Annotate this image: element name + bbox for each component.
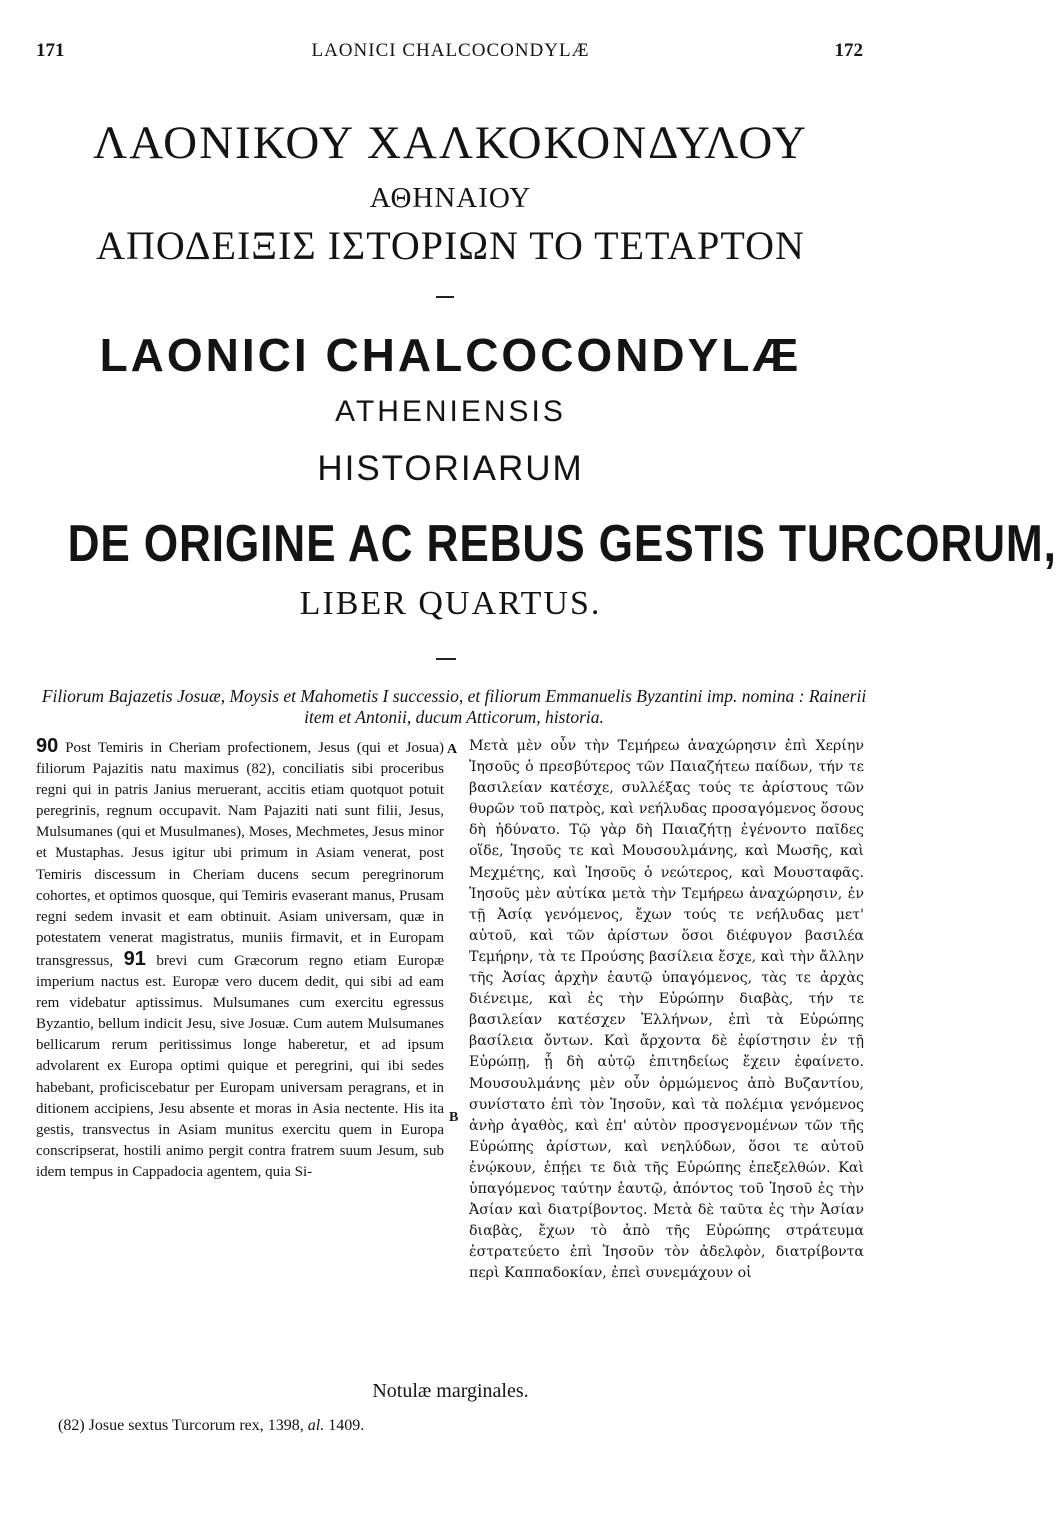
greek-title-author: ΛΑΟΝΙΚΟΥ ΧΑΛΚΟΚΟΝΔΥΛΟΥ [93, 117, 808, 169]
latin-title-historiarum: HISTORIARUM [317, 449, 584, 488]
section-number-91: 91 [123, 947, 146, 970]
notes-heading: Notulæ marginales. [372, 1380, 529, 1402]
footnote-alt-year: 1409. [328, 1417, 365, 1434]
latin-column [36, 736, 444, 1358]
latin-title-origin: ATHENIENSIS [335, 395, 566, 428]
page-number-right: 172 [834, 40, 863, 61]
greek-text: Μετὰ μὲν οὖν τὴν Τεμήρεω ἀναχώρησιν ἐπὶ Χερίην Ἰησοῦς ὁ πρεσβύτερος τῶν Παιαζήτεω παίδων, τήν τε βασιλείαν κατέσχε, συλλέξας τούς τε ἀρίστους τῶν θυρῶν τοῦ πατρὸς, καὶ νεήλυδας προσαγόμενος ὅσους δὴ ἠδύνατο. Τῷ γὰρ δὴ Παιαζήτῃ ἐγένοντο παῖδες οἵδε, Ἰησοῦς τε καὶ Μουσουλμάνης, καὶ Μωσῆς, καὶ Μεχμέτης, καὶ Ἰησοῦς ὁ νεώτερος, καὶ Μουσταφᾶς. Ἰησοῦς μὲν αὐτίκα μετὰ τὴν Τεμήρεω ἀναχώρησιν, ἐν τῇ Ἀσίᾳ γενόμενος, ἔχων τούς τε νεήλυδας μετ' αὐτοῦ, καὶ τῶν ἀρίστων ὅσοι διέφυγον βασιλέα Τεμήρην, τὰ τε Προύσης βασίλεια ἔσχε, καὶ τὴν ἄλλην τῆς Ἀσίας ἀρχὴν ἑαυτῷ ὑπαγόμενος, τὰς τε ἀρχὰς διένειμε, καὶ ἐς τὴν Εὐρώπην διαβὰς, τήν τε βασιλείαν κατέσχεν Ἑλλήνων, ἐπὶ τὰ Εὐρώπης βασίλεια ὄντων. Καὶ ἄρχοντα δὲ ἐφίστησιν ἐν τῇ Εὐρώπῃ, ᾗ δὴ αὐτῷ ἐπιτηδείως ἔχειν ἐφαίνετο. Μουσουλμάνης μὲν οὖν ὁρμώμενος ἀπὸ Βυζαντίου, συνίστατο ἐπὶ τὸν Ἰησοῦν, καὶ τὰ πολέμια γενόμενος ἀνὴρ ἀγαθὸς, καὶ ἐπ' αὐτὸν προσγενομένων τῶν τῆς Εὐρώπης ἀρίστων, καὶ νεηλύδων, ὅσοι τε αὐτοῦ ἐνῴκουν, ἐπῄει τε διὰ τῆς Εὐρώπης ἐπεξελθών. Καὶ ὑπαγόμενος ταύτην ἑαυτῷ, ἀπόντος τοῦ Ἰησοῦ ἐς τὴν Ἀσίαν καὶ διατρίβοντος. Μετὰ δὲ ταῦτα ἐς τὴν Ἀσίαν διαβὰς, ἔχων τὸ ἀπὸ τῆς Εὐρώπης στράτευμα ἐστρατεύετο ἐπὶ Ἰησοῦν τὸν ἀδελφὸν, διατρίβοντα περὶ Καππαδοκίαν, ἐπεὶ συνεμάχουν οἱ [469, 738, 864, 1282]
section-divider [436, 658, 456, 660]
title-divider [436, 296, 454, 298]
footnote-82 [58, 1417, 364, 1435]
greek-title-book: ΑΠΟΔΕΙΞΙΣ ΙΣΤΟΡΙΩΝ ΤΟ ΤΕΤΑΡΤΟΝ [96, 223, 805, 268]
latin-text-part2: brevi cum Græcorum regno etiam Europæ imperium nactus est. Europæ vero ducem dedit, qui sibi ad eam rem videbatur aptissimus. Mulsumanes cum exercitu egressus Byzantio, bellum indicit Jesu, sive Josuæ. Cum autem Mulsumanes bellicarum rerum peritissimus longe haberetur, et ad ipsum advolarent ex Europa optimi quique et peregrini, qui ibi sedes habebant, proficiscebatur per Europam universam peragrans, et in ditionem accipiens, Jesu absente et moras in Asia nectente. His ita gestis, transvectus in Asiam munitus exercitu quem in Europa conscripserat, hostili animo pergit contra fratrem suum Jesum, sub idem tempus in Cappadocia agentem, quia Si- [36, 952, 445, 1180]
footnote-text: (82) Josue sextus Turcorum rex, 1398, [58, 1417, 304, 1434]
running-title: LAONICI CHALCOCONDYLÆ [311, 40, 590, 61]
greek-column [469, 736, 864, 1358]
section-number-90: 90 [36, 735, 59, 757]
latin-text-part1: Post Temiris in Cheriam profectionem, Jesus (qui et Josua) filiorum Pajazitis natu maximus (82), conciliatis sibi proceribus regni qui in patris Janius meruerant, accitis etiam quotquot potuit peregrinis, regnum occupavit. Nam Pajaziti nati sunt filii, Jesus, Mulsumanes (qui et Musulmanes), Moses, Mechmetes, Jesus minor et Mustaphas. Jesus igitur ubi primum in Asiam venerat, post Temiris discessum in Cheriam ducens secum peregrinorum cohortes, et optimos quosque, qui Temiris evaserant manus, Prusam regni sedem invasit et eam obtinuit. Asiam universam, quæ in potestatem venerat magistratus, muniis firmavit, et in Europam transgressus, [36, 740, 445, 969]
page-header [0, 40, 901, 64]
latin-title-book: LIBER QUARTUS. [299, 585, 602, 622]
chapter-summary: Filiorum Bajazetis Josuæ, Moysis et Mahometis I successio, et filiorum Emmanuelis Byzantini imp. nomina : Rainerii item et Antonii, ducum Atticorum, historia. [41, 686, 867, 727]
latin-paragraph [36, 736, 444, 1183]
footnote-alt-label: al. [307, 1417, 325, 1434]
margin-letter-a: A [447, 742, 458, 757]
margin-letter-b: B [449, 1110, 459, 1125]
latin-title-subject: DE ORIGINE AC REBUS GESTIS TURCORUM, [67, 515, 1057, 573]
latin-title-author: LAONICI CHALCOCONDYLÆ [99, 329, 802, 381]
page-number-left: 171 [36, 40, 65, 61]
greek-title-origin: ΑΘΗΝΑΙΟΥ [369, 182, 532, 214]
